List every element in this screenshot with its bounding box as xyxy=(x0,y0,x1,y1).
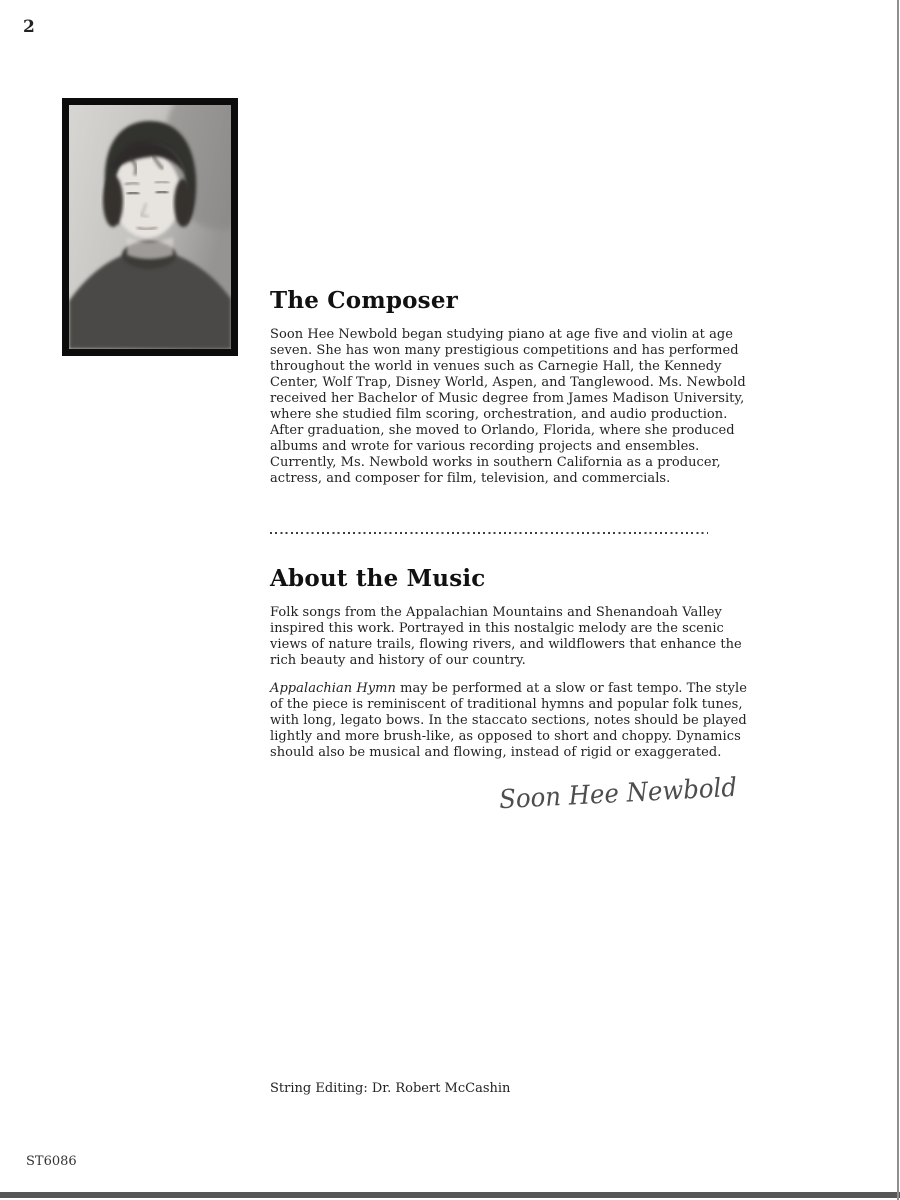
about-paragraph-1 xyxy=(270,605,742,669)
about-line: views of nature trails, flowing rivers, and wildflowers that enhance the xyxy=(270,637,742,652)
about-line: should also be musical and flowing, instead of rigid or exaggerated. xyxy=(270,745,722,760)
signature-text: Soon Hee Newbold xyxy=(498,772,745,816)
composer-line: albums and wrote for various recording projects and ensembles. xyxy=(270,439,700,454)
composer-line: received her Bachelor of Music degree from James Madison University, xyxy=(270,391,745,406)
about-line-rest: may be performed at a slow or fast tempo. The style xyxy=(395,681,747,696)
composer-section xyxy=(270,287,746,487)
composer-paragraph xyxy=(270,327,746,487)
catalog-number: ST6086 xyxy=(26,1154,77,1169)
composer-heading: The Composer xyxy=(270,287,458,314)
composer-photo-illustration xyxy=(69,105,231,349)
composer-photo xyxy=(62,98,238,356)
about-line xyxy=(270,681,747,697)
string-editing-credit: String Editing: Dr. Robert McCashin xyxy=(270,1081,511,1096)
dotted-divider xyxy=(270,532,708,534)
about-section xyxy=(270,565,747,761)
page-number: 2 xyxy=(23,17,35,37)
composer-line: where she studied film scoring, orchestration, and audio production. xyxy=(270,407,728,422)
about-line: lightly and more brush-like, as opposed to short and choppy. Dynamics xyxy=(270,729,741,744)
about-line: of the piece is reminiscent of traditional hymns and popular folk tunes, xyxy=(270,697,743,712)
about-line: with long, legato bows. In the staccato sections, notes should be played xyxy=(270,713,747,728)
bottom-scan-bar xyxy=(0,1192,900,1198)
work-title-italic: Appalachian Hymn xyxy=(270,681,396,696)
about-line: inspired this work. Portrayed in this nostalgic melody are the scenic xyxy=(270,621,724,636)
composer-signature xyxy=(494,758,745,829)
composer-line: throughout the world in venues such as Carnegie Hall, the Kennedy xyxy=(270,359,722,374)
composer-line: Center, Wolf Trap, Disney World, Aspen, and Tanglewood. Ms. Newbold xyxy=(270,375,746,390)
about-heading: About the Music xyxy=(270,565,486,592)
composer-line: seven. She has won many prestigious competitions and has performed xyxy=(270,343,739,358)
composer-line: After graduation, she moved to Orlando, Florida, where she produced xyxy=(270,423,735,438)
composer-line: actress, and composer for film, television, and commercials. xyxy=(270,471,671,486)
composer-line: Soon Hee Newbold began studying piano at age five and violin at age xyxy=(270,327,734,342)
signature-graphic xyxy=(494,758,745,829)
about-line: Folk songs from the Appalachian Mountains and Shenandoah Valley xyxy=(270,605,722,620)
about-line: rich beauty and history of our country. xyxy=(270,653,526,668)
right-scan-edge-line xyxy=(897,0,899,1200)
composer-line: Currently, Ms. Newbold works in southern California as a producer, xyxy=(270,455,721,470)
about-paragraph-2 xyxy=(270,681,747,761)
